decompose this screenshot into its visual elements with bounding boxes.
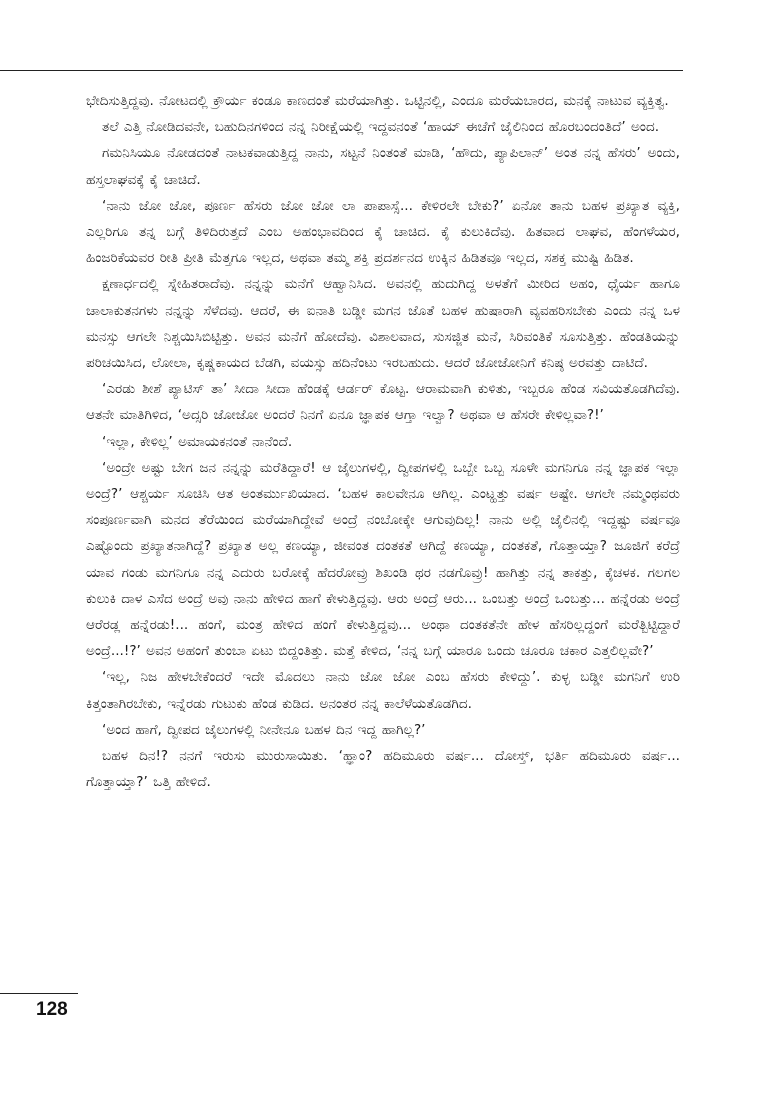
paragraph: ಭೇದಿಸುತ್ತಿದ್ದವು. ನೋಟದಲ್ಲಿ ಕ್ರೌರ್ಯ ಕಂಡೂ ಕಾಣದಂತೆ ಮರೆಯಾಗಿತ್ತು. ಒಟ್ಟಿನಲ್ಲಿ, ಎಂದೂ ಮರೆಯಬಾರದ, ಮನಕ್ಕೆ ನಾಟುವ ವ್ಯಕ್ತಿತ್ವ. [86,93,669,109]
paragraph: ತಲೆ ಎತ್ತಿ ನೋಡಿದವನೇ, ಬಹುದಿನಗಳಿಂದ ನನ್ನ ನಿರೀಕ್ಷೆಯಲ್ಲಿ ಇದ್ದವನಂತೆ ‘ಹಾಯ್ ಈಚೆಗೆ ಜೈಲಿನಿಂದ ಹೊರಬಂದಂತಿದೆ’ ಅಂದ. [102,119,660,136]
page-number: 128 [36,999,68,1020]
paragraph: ‘ಎರಡು ಶೀಶೆ ಪ್ಯಾಟಿಸ್ ತಾ’ ಸೀದಾ ಸೀದಾ ಹೆಂಡಕ್ಕೆ ಆರ್ಡರ್ ಕೊಟ್ಟ. ಆರಾಮವಾಗಿ ಕುಳಿತು, ಇಬ್ಬರೂ ಹೆಂಡ ಸವಿಯತೊಡಗಿದೆವು. ಆತನೇ ಮಾತಿಗಿಳಿದ, ‘ಅದ್ಸರಿ ಜೋಜೋ ಅಂದರೆ ನಿನಗೆ ಏನೂ ಜ್ಞಾಪಕ ಆಗ್ತಾ ಇಲ್ವಾ? ಅಥವಾ ಆ ಹೆಸರೇ ಕೇಳಿಲ್ಲವಾ?!’ [86,381,680,424]
paragraph: ‘ಇಲ್ಲಾ, ಕೇಳಿಲ್ಲ’ ಅಮಾಯಕನಂತೆ ನಾನೆಂದೆ. [102,433,293,450]
body-text [86,88,680,795]
page-number-rule [0,993,78,994]
paragraph: ‘ಅಂದ ಹಾಗೆ, ದ್ವೀಪದ ಜೈಲುಗಳಲ್ಲಿ ನೀನೇನೂ ಬಹಳ ದಿನ ಇದ್ದ ಹಾಗಿಲ್ಲ?’ [102,721,426,738]
paragraph: ಗಮನಿಸಿಯೂ ನೋಡದಂತೆ ನಾಟಕವಾಡುತ್ತಿದ್ದ ನಾನು, ಸಟ್ಟನೆ ನಿಂತಂತೆ ಮಾಡಿ, ‘ಹೌದು, ಪ್ಯಾಪಿಲಾನ್’ ಅಂತ ನನ್ನ ಹೆಸರು’ ಅಂದು, ಹಸ್ತಲಾಘವಕ್ಕೆ ಕೈ ಚಾಚಿದೆ. [86,145,680,188]
paragraph: ಕ್ಷಣಾರ್ಧದಲ್ಲಿ ಸ್ನೇಹಿತರಾದೆವು. ನನ್ನನ್ನು ಮನೆಗೆ ಆಹ್ವಾನಿಸಿದ. ಅವನಲ್ಲಿ ಹುದುಗಿದ್ದ ಅಳತೆಗೆ ಮೀರಿದ ಅಹಂ, ಧೈರ್ಯ ಹಾಗೂ ಚಾಲಾಕುತನಗಳು ನನ್ನನ್ನು ಸೆಳೆದವು. ಆದರೆ, ಈ ಐನಾತಿ ಬಡ್ಡೀ ಮಗನ ಜೊತೆ ಬಹಳ ಹುಷಾರಾಗಿ ವ್ಯವಹರಿಸಬೇಕು ಎಂದು ನನ್ನ ಒಳ ಮನಸ್ಸು ಆಗಲೇ ನಿಶ್ಚಯಿಸಿಬಿಟ್ಟಿತ್ತು. ಅವನ ಮನೆಗೆ ಹೋದೆವು. ವಿಶಾಲವಾದ, ಸುಸಜ್ಜಿತ ಮನೆ, ಸಿರಿವಂತಿಕೆ ಸೂಸುತ್ತಿತ್ತು. ಹೆಂಡತಿಯನ್ನು ಪರಿಚಯಿಸಿದ, ಲೋಲಾ, ಕೃಷ್ಣಕಾಯದ ಬೆಡಗಿ, ವಯಸ್ಸು ಹದಿನೆಂಟು ಇರಬಹುದು. ಆದರೆ ಜೋಜೋನಿಗೆ ಕನಿಷ್ಠ ಅರವತ್ತು ದಾಟಿದೆ. [86,276,680,372]
top-rule [0,70,683,71]
paragraph: ‘ನಾನು ಜೋ ಜೋ, ಪೂರ್ಣ ಹೆಸರು ಜೋ ಜೋ ಲಾ ಪಾಪಾಸ್ಸೆ... ಕೇಳಿರಲೇ ಬೇಕು?’ ಏನೋ ತಾನು ಬಹಳ ಪ್ರಖ್ಯಾತ ವ್ಯಕ್ತಿ, ಎಲ್ಲರಿಗೂ ತನ್ನ ಬಗ್ಗೆ ತಿಳಿದಿರುತ್ತದೆ ಎಂಬ ಅಹಂಭಾವದಿಂದ ಕೈ ಚಾಚಿದ. ಕೈ ಕುಲುಕಿದೆವು. ಹಿತವಾದ ಲಾಘವ, ಹೆಂಗಳೆಯರ, ಹಿಂಜರಿಕೆಯವರ ರೀತಿ ಪ್ರೀತಿ ಮೆತ್ತಗೂ ಇಲ್ಲದ, ಅಥವಾ ತಮ್ಮ ಶಕ್ತಿ ಪ್ರದರ್ಶನದ ಉಕ್ಕಿನ ಹಿಡಿತವೂ ಇಲ್ಲದ, ಸಶಕ್ತ ಮುಷ್ಟಿ ಹಿಡಿತ. [86,197,680,267]
paragraph: ‘ಅಂದ್ರೇ ಅಷ್ಟು ಬೇಗ ಜನ ನನ್ನನ್ನು ಮರೆತಿದ್ದಾರೆ! ಆ ಜೈಲುಗಳಲ್ಲಿ, ದ್ವೀಪಗಳಲ್ಲಿ ಒಬ್ಬೇ ಒಬ್ಬ ಸೂಳೇ ಮಗನಿಗೂ ನನ್ನ ಜ್ಞಾಪಕ ಇಲ್ಲಾ ಅಂದ್ರೆ?’ ಆಶ್ಚರ್ಯ ಸೂಚಿಸಿ ಆತ ಅಂತರ್ಮುಖಿಯಾದ. ‘ಬಹಳ ಕಾಲವೇನೂ ಆಗಿಲ್ಲ. ಎಂಟ್ಹತ್ತು ವರ್ಷ ಅಷ್ಟೇ. ಆಗಲೇ ನಮ್ಮಂಥವರು ಸಂಪೂರ್ಣವಾಗಿ ಮನದ ತೆರೆಯಿಂದ ಮರೆಯಾಗಿದ್ದೇವೆ ಅಂದ್ರೆ ನಂಬೋಕ್ಕೇ ಆಗುವುದಿಲ್ಲ! ನಾನು ಅಲ್ಲಿ ಜೈಲಿನಲ್ಲಿ ಇದ್ದಷ್ಟು ವರ್ಷವೂ ಎಷ್ಟೊಂದು ಪ್ರಖ್ಯಾತನಾಗಿದ್ದೆ? ಪ್ರಖ್ಯಾತ ಅಲ್ಲ ಕಣಯ್ಯಾ, ಜೀವಂತ ದಂತಕತೆ ಆಗಿದ್ದೆ ಕಣಯ್ಯಾ, ದಂತಕತೆ, ಗೊತ್ತಾಯ್ತಾ? ಜೂಜಿಗೆ ಕರೆದ್ರೆ ಯಾವ ಗಂಡು ಮಗನಿಗೂ ನನ್ನ ಎದುರು ಬರೋಕ್ಕೆ ಹೆದರೋವ್ರು ಶಿಖಂಡಿ ಥರ ನಡಗೊವ್ರು! ಹಾಗಿತ್ತು ನನ್ನ ತಾಕತ್ತು, ಕೈಚಳಕ. ಗಲಗಲ ಕುಲುಕಿ ದಾಳ ಎಸೆದ ಅಂದ್ರೆ ಅವು ನಾನು ಹೇಳಿದ ಹಾಗೆ ಕೇಳುತ್ತಿದ್ದವು. ಆರು ಅಂದ್ರೆ ಆರು... ಒಂಬತ್ತು ಅಂದ್ರೆ ಒಂಬತ್ತು... ಹನ್ನೆರಡು ಅಂದ್ರೆ ಆರೆರಡ್ಲ ಹನ್ನೆರಡು!... ಹಂಗೆ, ಮಂತ್ರ ಹೇಳಿದ ಹಂಗೆ ಕೇಳುತ್ತಿದ್ದವು... ಅಂಥಾ ದಂತಕತೆನೇ ಹೇಳ ಹೆಸರಿಲ್ಲದ್ದಂಗೆ ಮರೆತ್ಬಿಟ್ಟಿದ್ದಾರೆ ಅಂದ್ರೆ...!?’ ಅವನ ಅಹಂಗೆ ತುಂಬಾ ಏಟು ಬಿದ್ದಂತಿತ್ತು. ಮತ್ತೆ ಕೇಳಿದ, ‘ನನ್ನ ಬಗ್ಗೆ ಯಾರೂ ಒಂದು ಚೂರೂ ಚಕಾರ ಎತ್ತಲಿಲ್ಲವೇ?’ [86,459,680,660]
paragraph: ‘ಇಲ್ಲ, ನಿಜ ಹೇಳಬೇಕೆಂದರೆ ಇದೇ ಮೊದಲು ನಾನು ಜೋ ಜೋ ಎಂಬ ಹೆಸರು ಕೇಳಿದ್ದು’. ಕುಳ್ಳ ಬಡ್ಡೀ ಮಗನಿಗೆ ಉರಿ ಕಿತ್ತಂತಾಗಿರಬೇಕು, ಇನ್ನೆರಡು ಗುಟುಕು ಹೆಂಡ ಕುಡಿದ. ಅನಂತರ ನನ್ನ ಕಾಲೆಳೆಯತೊಡಗಿದ. [86,669,680,712]
paragraph: ಬಹಳ ದಿನ!? ನನಗೆ ಇರುಸು ಮುರುಸಾಯಿತು. ‘ಹ್ಞಾಂ? ಹದಿಮೂರು ವರ್ಷ... ದೋಸ್ತ್, ಭರ್ತಿ ಹದಿಮೂರು ವರ್ಷ... ಗೊತ್ತಾಯ್ತಾ?’ ಒತ್ತಿ ಹೇಳಿದೆ. [86,748,680,791]
